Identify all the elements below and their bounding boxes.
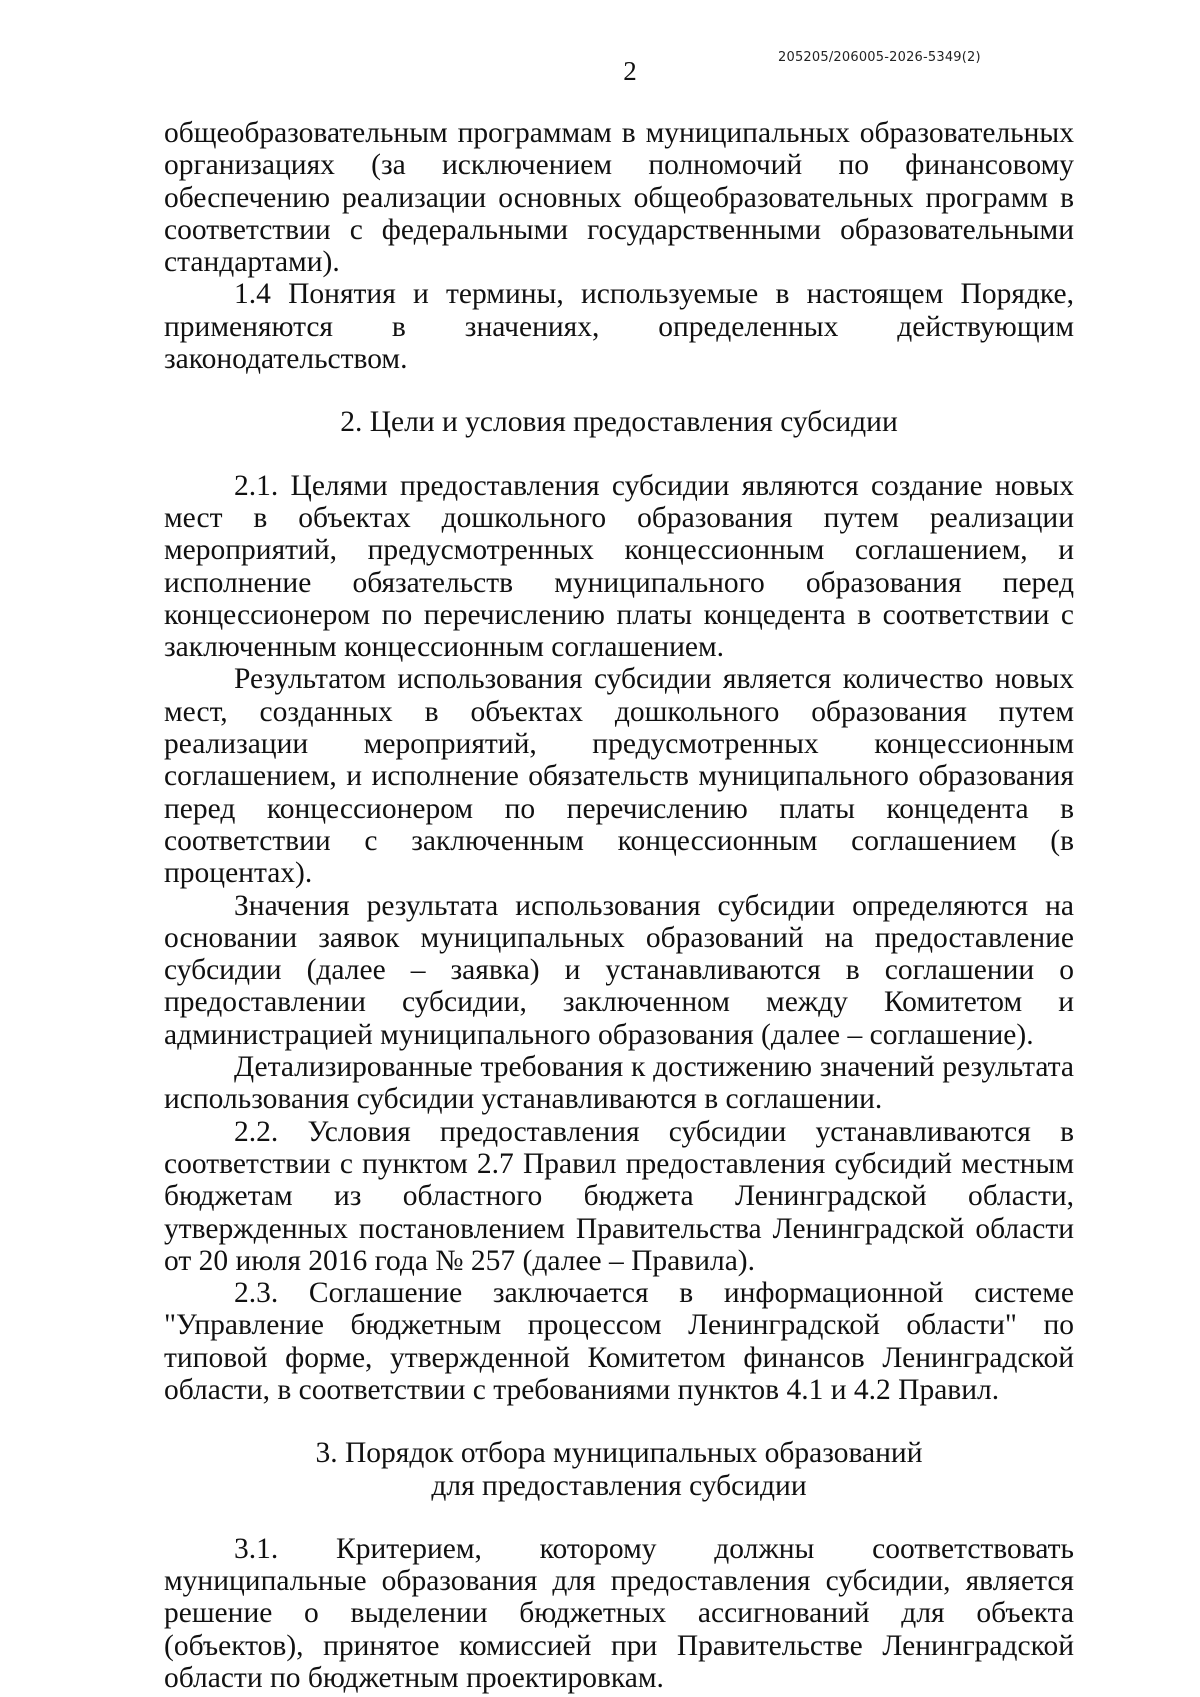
section-heading-2: 2. Цели и условия предоставления субсидии xyxy=(340,406,898,439)
paragraph-continuation: общеобразовательным программам в муниципальных образовательных организациях (за исключением полномочий по финансовому обеспечению реализации основных общеобразовательных программ в соответствии с федеральными государственными образовательными стандартами). xyxy=(164,117,1074,279)
paragraph-values: Значения результата использования субсидии определяются на основании заявок муниципальных образований на предоставление субсидии (далее – заявка) и устанавливаются в соглашении о предоставлении субсидии, заключенном между Комитетом и администрацией муниципального образования (далее – соглашение). xyxy=(164,889,1074,1051)
document-body xyxy=(164,117,1074,1694)
page-number: 2 xyxy=(623,56,637,86)
paragraph-detailed-requirements: Детализированные требования к достижению значений результата использования субсидии устанавливаются в соглашении. xyxy=(164,1051,1074,1116)
paragraph-2-3: 2.3. Соглашение заключается в информационной системе "Управление бюджетным процессом Ленинградской области" по типовой форме, утвержденной Комитетом финансов Ленинградской области, в соответствии с требованиями пунктов 4.1 и 4.2 Правил. xyxy=(164,1277,1074,1406)
paragraph-2-2: 2.2. Условия предоставления субсидии устанавливаются в соответствии с пунктом 2.7 Правил предоставления субсидий местным бюджетам из областного бюджета Ленинградской области, утвержденных постановлением Правительства Ленинградской области от 20 июля 2016 года № 257 (далее – Правила). xyxy=(164,1115,1074,1277)
document-id: 205205/206005-2026-5349(2) xyxy=(778,50,981,65)
section-heading-3-line-2: для предоставления субсидии xyxy=(431,1469,807,1502)
section-heading-3 xyxy=(164,1437,1074,1502)
paragraph-2-1: 2.1. Целями предоставления субсидии являются создание новых мест в объектах дошкольного образования путем реализации мероприятий, предусмотренных концессионным соглашением, и исполнение обязательств муниципального образования перед концессионером по перечислению платы концедента в соответствии с заключенным концессионным соглашением. xyxy=(164,469,1074,664)
paragraph-1-4: 1.4 Понятия и термины, используемые в настоящем Порядке, применяются в значениях, определенных действующим законодательством. xyxy=(164,278,1074,376)
paragraph-result: Результатом использования субсидии является количество новых мест, созданных в объектах дошкольного образования путем реализации мероприятий, предусмотренных концессионным соглашением, и исполнение обязательств муниципального образования перед концессионером по перечислению платы концедента в соответствии с заключенным концессионным соглашением (в процентах). xyxy=(164,663,1074,890)
section-heading-3-line-1: 3. Порядок отбора муниципальных образований xyxy=(315,1437,923,1470)
paragraph-3-1: 3.1. Критерием, которому должны соответствовать муниципальные образования для предоставления субсидии, является решение о выделении бюджетных ассигнований для объекта (объектов), принятое комиссией при Правительстве Ленинградской области по бюджетным проектировкам. xyxy=(164,1532,1074,1695)
